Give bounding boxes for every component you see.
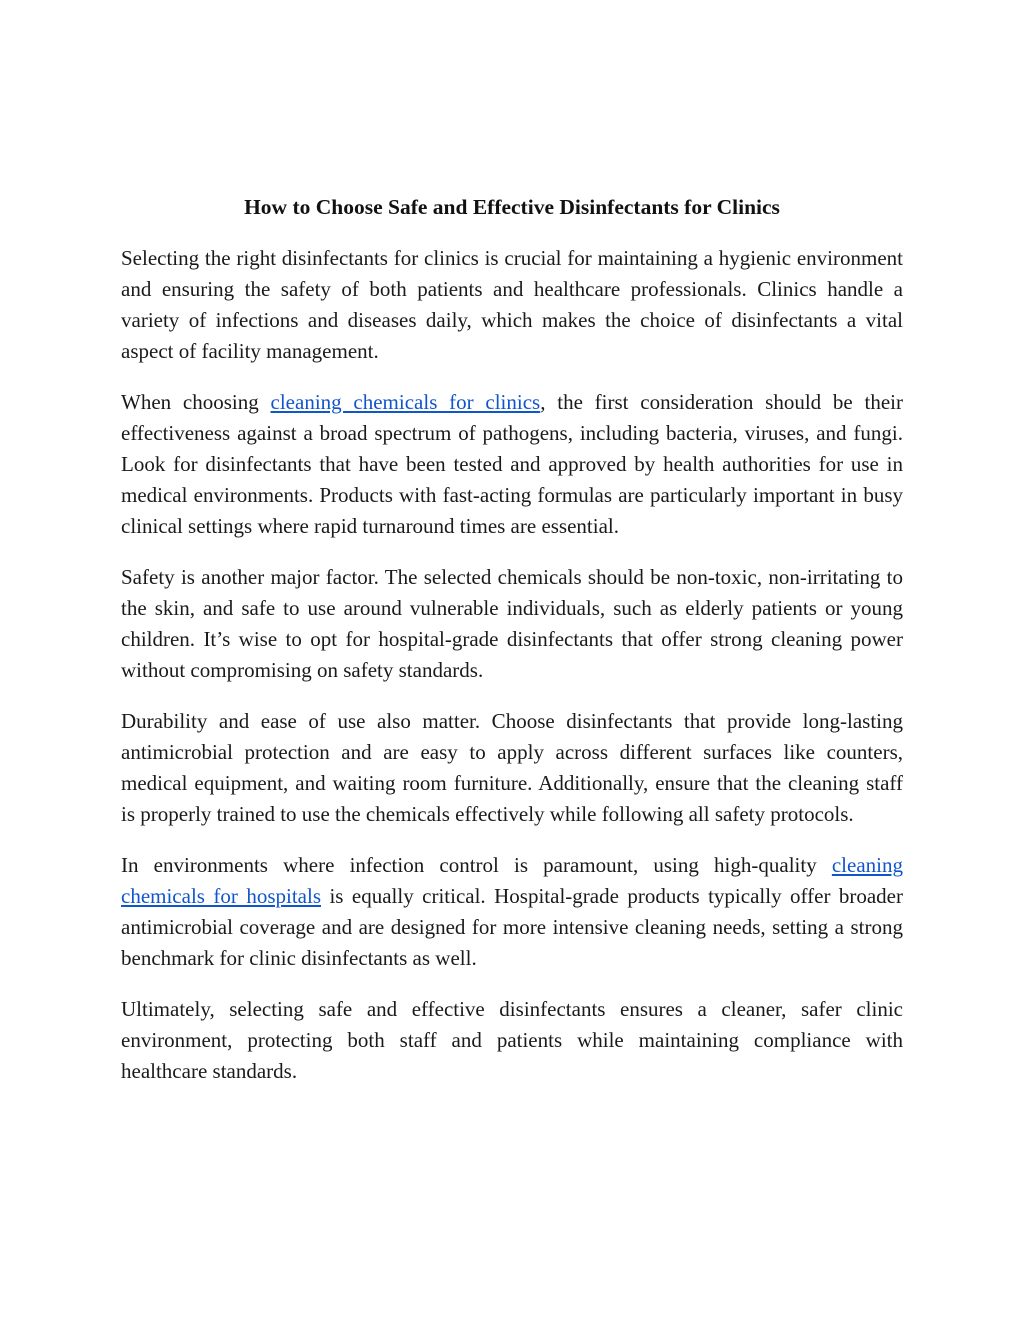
cleaning-chemicals-for-hospitals-link[interactable]: cleaning chemicals for hospitals	[121, 853, 903, 908]
document-title: How to Choose Safe and Effective Disinfectants for Clinics	[244, 195, 780, 219]
paragraph-conclusion-text: Ultimately, selecting safe and effective disinfectants ensures a cleaner, safer clinic environment, protecting both staff and patients while maintaining compliance with healthcare standards.	[121, 997, 903, 1083]
paragraph-conclusion	[121, 994, 903, 1087]
paragraph-durability	[121, 706, 903, 830]
paragraph-hospitals-text-before: In environments where infection control is paramount, using high-quality	[121, 853, 832, 877]
paragraph-effectiveness	[121, 387, 903, 542]
document-body	[121, 192, 903, 1107]
paragraph-durability-text: Durability and ease of use also matter. Choose disinfectants that provide long-lasting antimicrobial protection and are easy to apply across different surfaces like counters, medical equipment, and waiting room furniture. Additionally, ensure that the cleaning staff is properly trained to use the chemicals effectively while following all safety protocols.	[121, 709, 903, 826]
paragraph-intro-text: Selecting the right disinfectants for clinics is crucial for maintaining a hygienic environment and ensuring the safety of both patients and healthcare professionals. Clinics handle a variety of infections and diseases daily, which makes the choice of disinfectants a vital aspect of facility management.	[121, 246, 903, 363]
paragraph-effectiveness-text-before: When choosing	[121, 390, 271, 414]
paragraph-intro	[121, 243, 903, 367]
paragraph-safety-text: Safety is another major factor. The selected chemicals should be non-toxic, non-irritating to the skin, and safe to use around vulnerable individuals, such as elderly patients or young children. It’s wise to opt for hospital-grade disinfectants that offer strong cleaning power without compromising on safety standards.	[121, 565, 903, 682]
cleaning-chemicals-for-clinics-link[interactable]: cleaning chemicals for clinics	[270, 390, 541, 414]
paragraph-hospitals	[121, 850, 903, 974]
paragraph-effectiveness-text-after: , the first consideration should be their effectiveness against a broad spectrum of pathogens, including bacteria, viruses, and fungi. Look for disinfectants that have been tested and approved by health authorities for use in medical environments. Products with fast-acting formulas are particularly important in busy clinical settings where rapid turnaround times are essential.	[121, 390, 903, 538]
paragraph-safety	[121, 562, 903, 686]
paragraph-hospitals-text-after: is equally critical. Hospital-grade products typically offer broader antimicrobial coverage and are designed for more intensive cleaning needs, setting a strong benchmark for clinic disinfectants as well.	[121, 884, 903, 970]
